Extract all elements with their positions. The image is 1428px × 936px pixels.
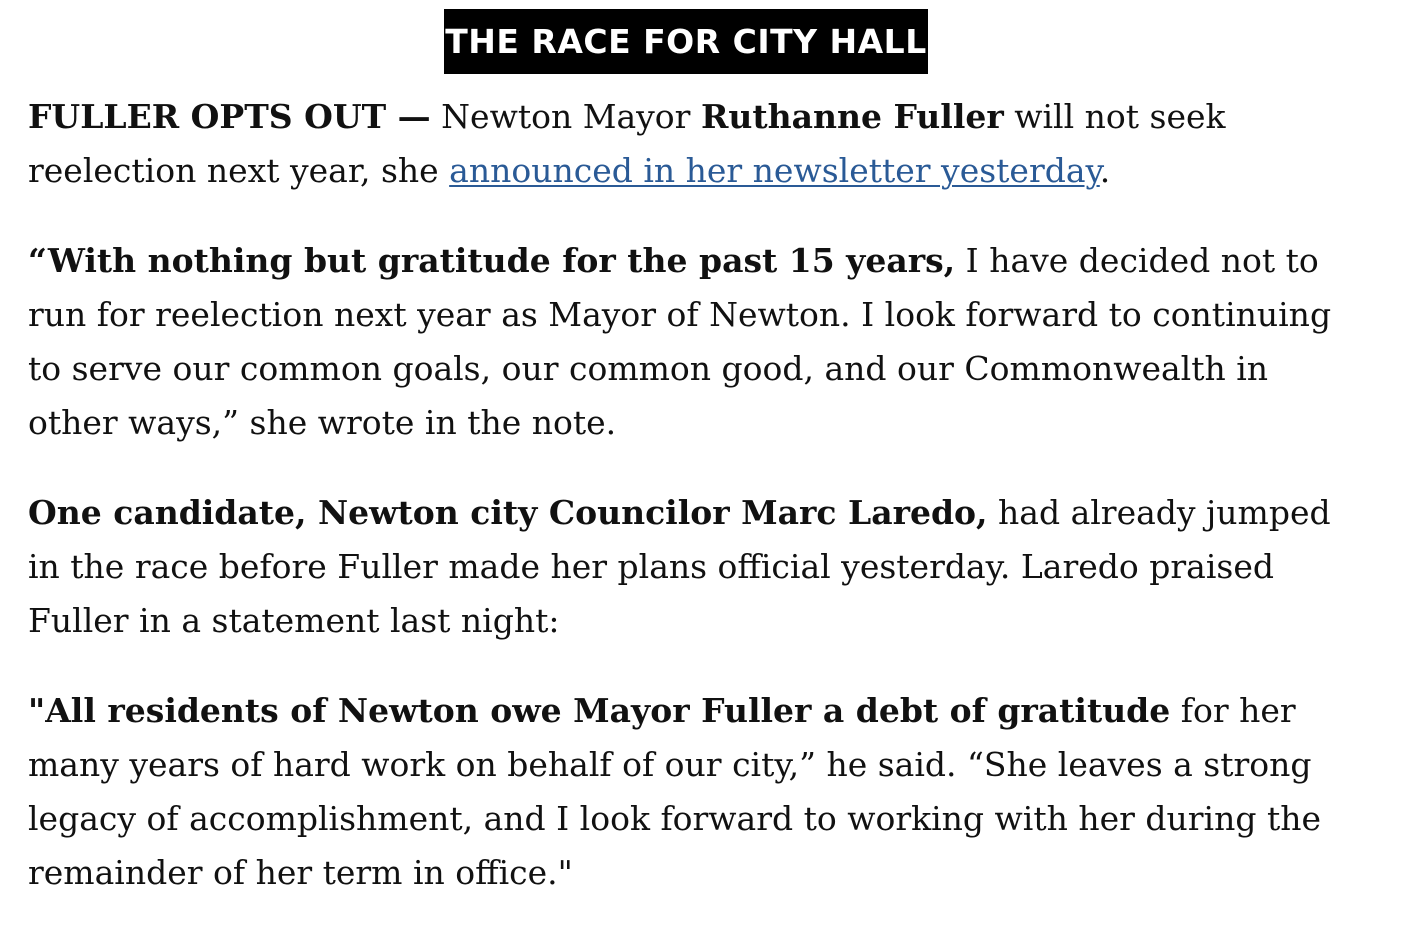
- paragraph-text: .: [1099, 151, 1111, 190]
- mayor-name: Ruthanne Fuller: [700, 97, 1004, 136]
- paragraph-lead: FULLER OPTS OUT —: [28, 97, 431, 136]
- paragraph-laredo-candidate: [28, 486, 1358, 648]
- section-header: THE RACE FOR CITY HALL: [445, 22, 927, 61]
- paragraph-text: I have decided not to run for reelection next year as Mayor of Newton. I look forward to continuing to serve our common goals, our common good, and our Commonwealth in other ways,” she wrote in the note.: [28, 241, 1332, 442]
- paragraph-lead: "All residents of Newton owe Mayor Fuller a debt of gratitude: [28, 691, 1171, 730]
- newsletter-announcement-link[interactable]: announced in her newsletter yesterday: [449, 151, 1100, 190]
- paragraph-lead: “With nothing but gratitude for the past 15 years,: [28, 241, 956, 280]
- article-body: [28, 90, 1358, 936]
- section-header-banner: [444, 9, 928, 74]
- paragraph-text: will not seek reelection next year, she: [28, 97, 1226, 190]
- paragraph-fuller-quote: [28, 234, 1358, 450]
- paragraph-laredo-quote: [28, 684, 1358, 900]
- paragraph-text: had already jumped in the race before Fuller made her plans official yesterday. Laredo praised Fuller in a statement last night:: [28, 493, 1331, 640]
- paragraph-fuller-opts-out: [28, 90, 1358, 198]
- paragraph-lead: One candidate, Newton city Councilor Marc Laredo,: [28, 493, 988, 532]
- paragraph-text: for her many years of hard work on behalf of our city,” he said. “She leaves a strong legacy of accomplishment, and I look forward to working with her during the remainder of her term in office.": [28, 691, 1322, 892]
- paragraph-text: Newton Mayor: [430, 97, 701, 136]
